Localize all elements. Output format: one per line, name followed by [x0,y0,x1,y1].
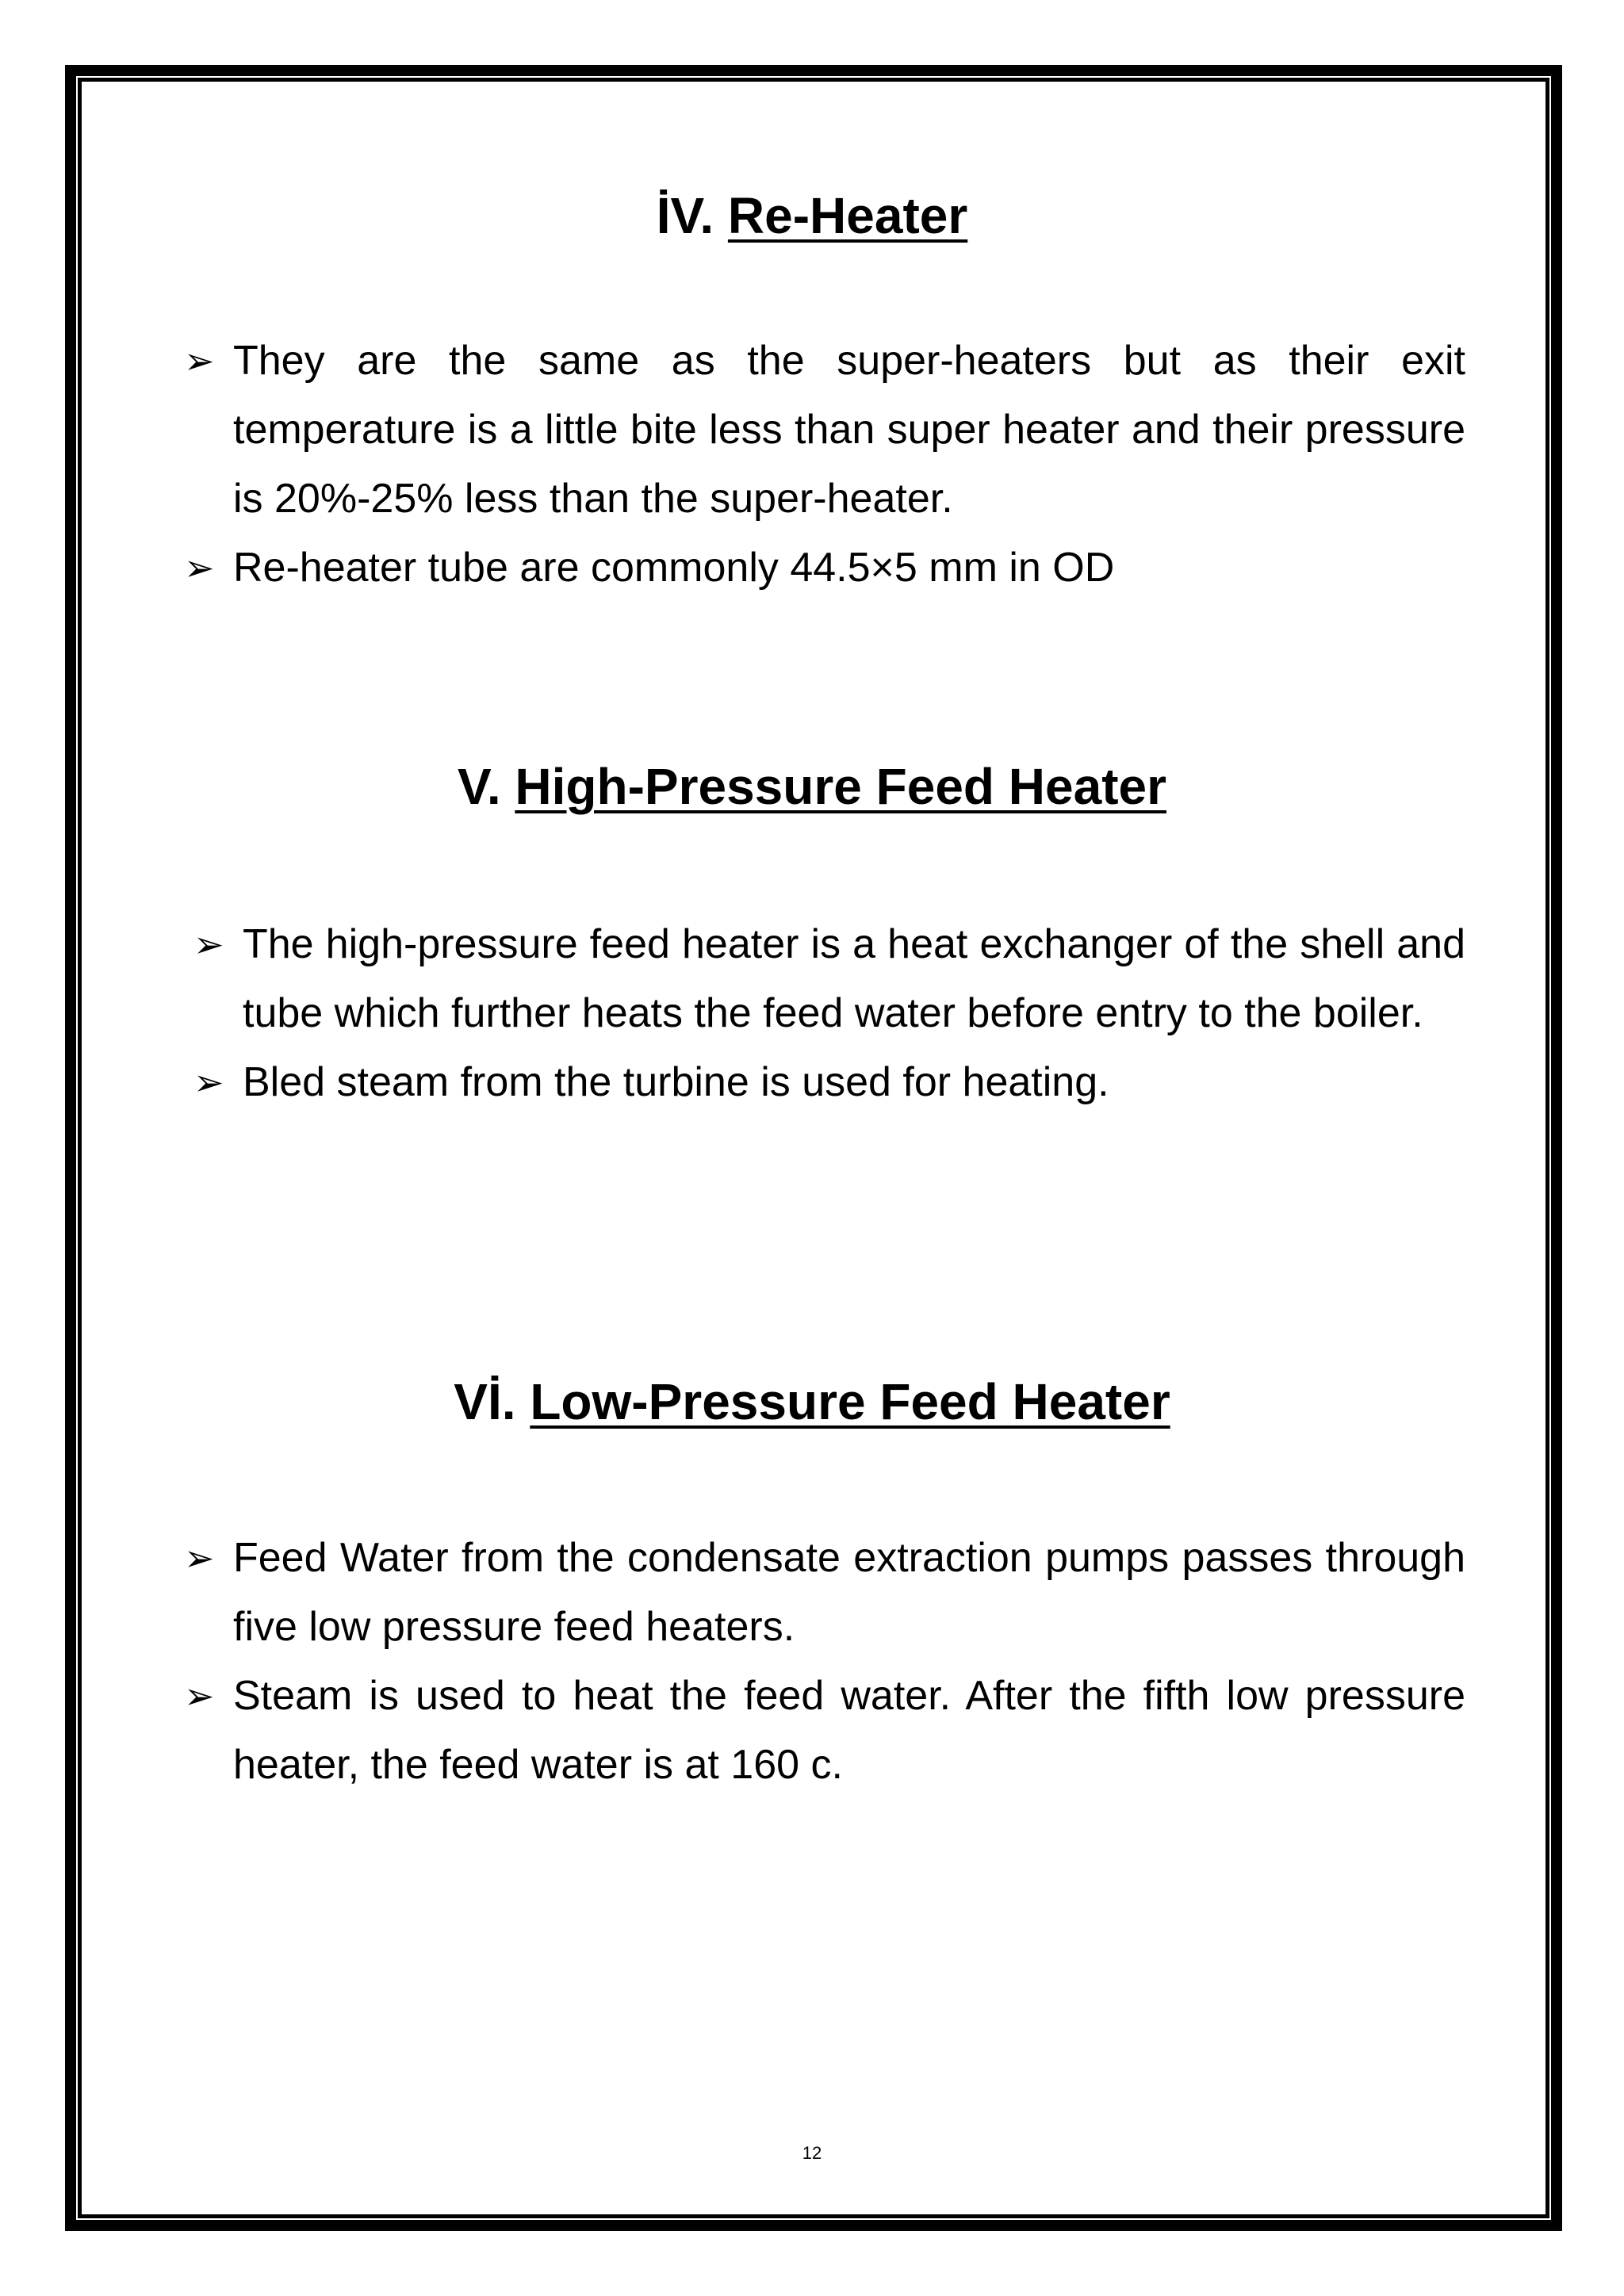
section-heading-low-pressure-feed-heater [0,1370,1624,1433]
arrowhead-bullet-icon: ➢ [184,340,215,381]
bullet-text: Feed Water from the condensate extraction pumps passes through five low pressure feed heaters. [233,1535,1465,1650]
bullet-item [193,910,1465,1048]
section-title: High-Pressure Feed Heater [515,758,1166,815]
bullet-text: Steam is used to heat the feed water. After the fifth low pressure heater, the feed water is at 160 c. [233,1673,1465,1788]
bullet-item [184,1524,1465,1662]
bullet-list-low-pressure-feed-heater [184,1524,1465,1800]
section-number: Vİ. [454,1373,516,1430]
bullet-text: Re-heater tube are commonly 44.5×5 mm in OD [233,545,1115,591]
arrowhead-bullet-icon: ➢ [184,1537,215,1578]
section-title: Low-Pressure Feed Heater [530,1373,1170,1430]
arrowhead-bullet-icon: ➢ [184,547,215,588]
page-number: 12 [802,2143,822,2163]
bullet-item [184,327,1465,534]
section-title: Re-Heater [727,187,968,244]
bullet-item [184,1662,1465,1800]
section-heading-high-pressure-feed-heater [0,755,1624,818]
bullet-item [184,534,1465,603]
bullet-text: They are the same as the super-heaters but as their exit temperature is a little bite less than super heater and their pressure is 20%-25% less than the super-heater. [233,338,1465,522]
section-heading-reheater [0,184,1624,247]
bullet-list-high-pressure-feed-heater [193,910,1465,1117]
arrowhead-bullet-icon: ➢ [193,924,224,965]
arrowhead-bullet-icon: ➢ [193,1062,224,1103]
bullet-list-reheater [184,327,1465,603]
section-number: V. [458,758,501,815]
arrowhead-bullet-icon: ➢ [184,1675,215,1716]
bullet-text: Bled steam from the turbine is used for heating. [243,1059,1109,1105]
section-number: İV. [656,187,714,244]
bullet-item [193,1048,1465,1117]
bullet-text: The high-pressure feed heater is a heat exchanger of the shell and tube which further heats the feed water before entry to the boiler. [243,921,1465,1036]
